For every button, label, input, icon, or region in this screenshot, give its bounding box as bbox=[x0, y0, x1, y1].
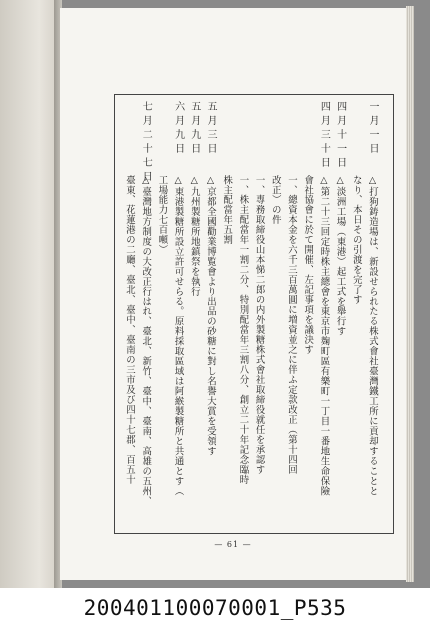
date-label bbox=[300, 101, 314, 171]
entry-text: △打狗鋳造場は、新設せられたる株式會社臺灣鐵工所に貢却することと bbox=[367, 175, 378, 497]
date-label bbox=[219, 101, 233, 171]
date-label bbox=[349, 101, 363, 171]
page bbox=[60, 8, 406, 580]
image-caption: 200401100070001_P535 bbox=[83, 596, 347, 620]
entry-text: 一、株主配當年一割二分、特別配當年三割八分、創立二十年記念臨時 bbox=[237, 175, 249, 485]
date-label: 七月二十七日 bbox=[140, 101, 152, 185]
date-label bbox=[268, 101, 282, 171]
date-label bbox=[122, 101, 136, 171]
text-columns bbox=[115, 95, 393, 533]
entry-text: 會社協會に於て開催、左記事項を議決す bbox=[302, 175, 314, 355]
date-label: 五月九日 bbox=[188, 101, 200, 157]
entry-text: △淡洲工場（東港）起工式を舉行す bbox=[334, 175, 346, 337]
entry-text: 臺東、花蓮港の二廳、臺北、臺中、臺南の三市及び四十七郡、百五十 bbox=[124, 175, 135, 485]
entry-text: △東港製糖所設立許可せらる。原料採取區域は阿緱製糖所と共通とす（ bbox=[172, 175, 184, 497]
entry-text: 一、總資本金を六千三百萬圓に増資並之に伴ふ定款改正（第十四回 bbox=[286, 175, 297, 475]
date-label bbox=[284, 101, 298, 171]
date-label: 五月三日 bbox=[205, 101, 216, 157]
entry-text: △臺灣地方制度の大改正行はれ、臺北、新竹、臺中、臺南、高雄の五州、 bbox=[140, 175, 152, 507]
date-label: 四月三十日 bbox=[318, 101, 330, 171]
entry-text: なり、本日その引渡を完了す bbox=[350, 175, 362, 305]
left-page-edge bbox=[0, 0, 56, 588]
date-label bbox=[252, 101, 266, 171]
date-label bbox=[235, 101, 249, 171]
entry-text: 一、專務取締役山本悌二郎の内外製糖株式會社取締役就任を承認す bbox=[253, 175, 265, 475]
entry-text: △九州製糖所地鎮祭を執行 bbox=[188, 175, 200, 297]
page-number: — 61 — bbox=[214, 540, 252, 549]
entry-text: 株主配當年五割 bbox=[221, 175, 233, 245]
entry-text: 改正）の件 bbox=[269, 175, 281, 225]
date-label: 四月十一日 bbox=[334, 101, 346, 171]
date-label: 六月九日 bbox=[172, 101, 184, 157]
page-stack-edge bbox=[406, 6, 414, 582]
text-frame bbox=[114, 94, 394, 534]
entry-text: △京都全國勸業博覧會より出品の砂糖に對し名譽大賞を受領す bbox=[205, 175, 216, 457]
entry-text: 工場能力七百噸） bbox=[156, 175, 168, 255]
date-label bbox=[154, 101, 168, 171]
entry-text: △第二十三回定時株主總會を東京市麹町區有樂町一丁目一番地生命保險 bbox=[318, 175, 330, 497]
date-label: 一月一日 bbox=[367, 101, 378, 157]
